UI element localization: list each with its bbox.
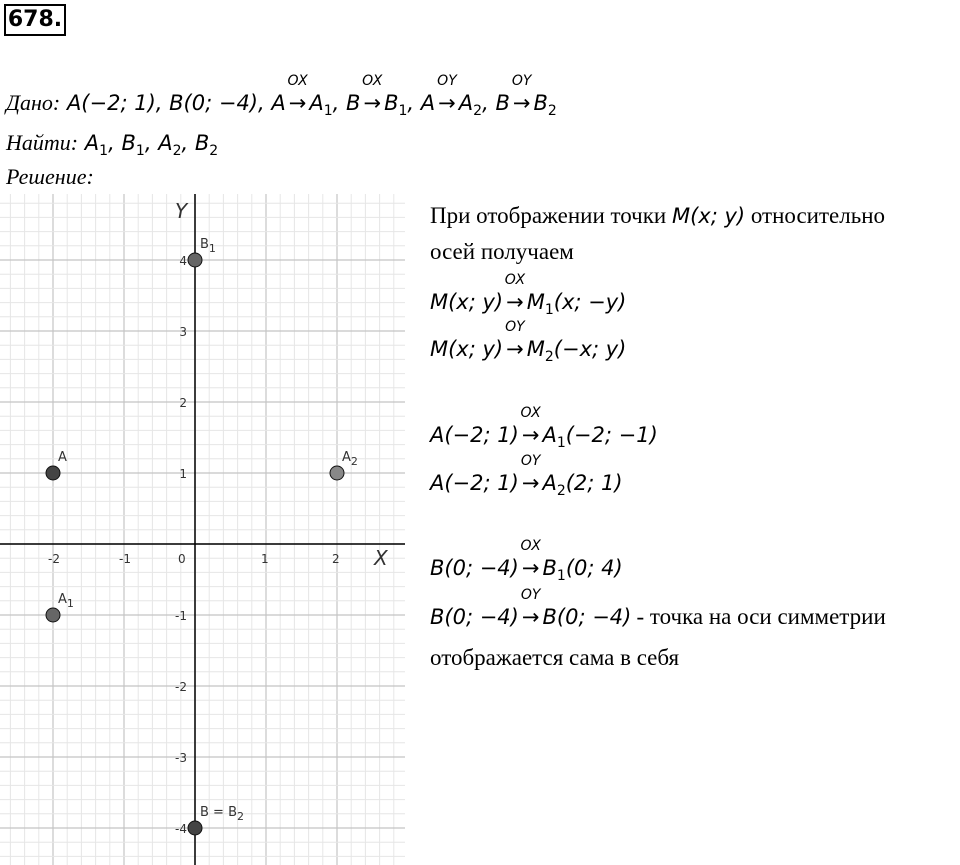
b2-note-line-2: отображается сама в себя xyxy=(430,645,680,670)
find-item-4: $B_2$ xyxy=(194,131,219,160)
x-tick-label: -1 xyxy=(119,552,131,566)
y-tick-label: 4 xyxy=(179,254,187,268)
y-tick-label: 2 xyxy=(179,396,187,410)
point-b1 xyxy=(188,253,202,267)
find-item-3: $A_2$ xyxy=(158,131,182,160)
find-item-1: $A_1$ xyxy=(84,131,109,160)
problem-number: 678. xyxy=(4,4,66,36)
point-label-b: $B = B_2$ xyxy=(200,805,244,823)
given-map-4: B → OY $B_2$ xyxy=(495,73,557,120)
point-a2 xyxy=(330,466,344,480)
solution-line xyxy=(6,164,94,190)
rule-oy: M(x; y) → OY $M_2(-x$; y) xyxy=(430,319,627,366)
given-map-2: B → OX $B_1$ xyxy=(346,73,408,120)
find-line: Найти: $A_1$, $B_1$, $A_2$, $B_2$ xyxy=(6,130,219,160)
x-tick-label: 1 xyxy=(261,552,269,566)
point-a1 xyxy=(46,608,60,622)
y-tick-label: -3 xyxy=(175,751,187,765)
given-point-a: A(−2; 1) xyxy=(66,91,156,115)
given-map-1: A → OX $A_1$ xyxy=(271,73,333,120)
y-tick-label: 3 xyxy=(179,325,187,339)
find-item-2: $B_1$ xyxy=(121,131,145,160)
a2-mapping: A(−2; 1) → OY $A_2(2$; 1) xyxy=(430,453,623,500)
b1-mapping: B(0; −4) → OX $B_1(0$; 4) xyxy=(430,538,623,585)
find-label: Найти xyxy=(6,130,71,155)
x-axis-label: X xyxy=(374,546,388,570)
point-label-a1: $A_1$ xyxy=(58,592,74,610)
given-map-3: A → OY $A_2$ xyxy=(420,73,483,120)
intro-line-2: осей получаем xyxy=(430,239,574,264)
x-tick-label: -2 xyxy=(48,552,60,566)
b2-mapping: B(0; −4) → OY B(0; −4) - точка на оси симметрии xyxy=(430,587,886,629)
solution-sep: : xyxy=(86,164,94,189)
given-sep: : xyxy=(52,90,61,115)
point-label-a: A xyxy=(58,450,67,465)
point-label-a2: $A_2$ xyxy=(342,450,358,468)
solution-label: Решение xyxy=(6,164,87,189)
point-a xyxy=(46,466,60,480)
y-axis-label: Y xyxy=(175,199,188,223)
coordinate-plane xyxy=(0,194,405,865)
rule-ox: M(x; y) → OX $M_1(x$; −y) xyxy=(430,272,627,319)
intro-line-1: При отображении точки M(x; y) относительно xyxy=(430,203,886,228)
y-tick-label: -4 xyxy=(175,822,187,836)
find-sep: : xyxy=(70,130,79,155)
x-tick-label: 2 xyxy=(332,552,340,566)
point-b xyxy=(188,821,202,835)
y-tick-label: -1 xyxy=(175,609,187,623)
given-line: Дано: A(−2; 1), B(0; −4), A → OX $A_1$, B → OX $B_1$, A → OY $A_2$, B → OY $B_2$ xyxy=(6,73,557,120)
given-point-b: B(0; −4) xyxy=(169,91,259,115)
y-tick-label: -2 xyxy=(175,680,187,694)
a1-mapping: A(−2; 1) → OX $A_1(-2$; −1) xyxy=(430,405,658,452)
point-label-b1: $B_1$ xyxy=(200,237,216,255)
point-m: M(x; y) xyxy=(671,204,746,228)
x-tick-label: 0 xyxy=(178,552,186,566)
y-tick-label: 1 xyxy=(179,467,187,481)
given-label: Дано xyxy=(6,90,53,115)
b2-note: - точка на оси симметрии xyxy=(636,604,886,629)
